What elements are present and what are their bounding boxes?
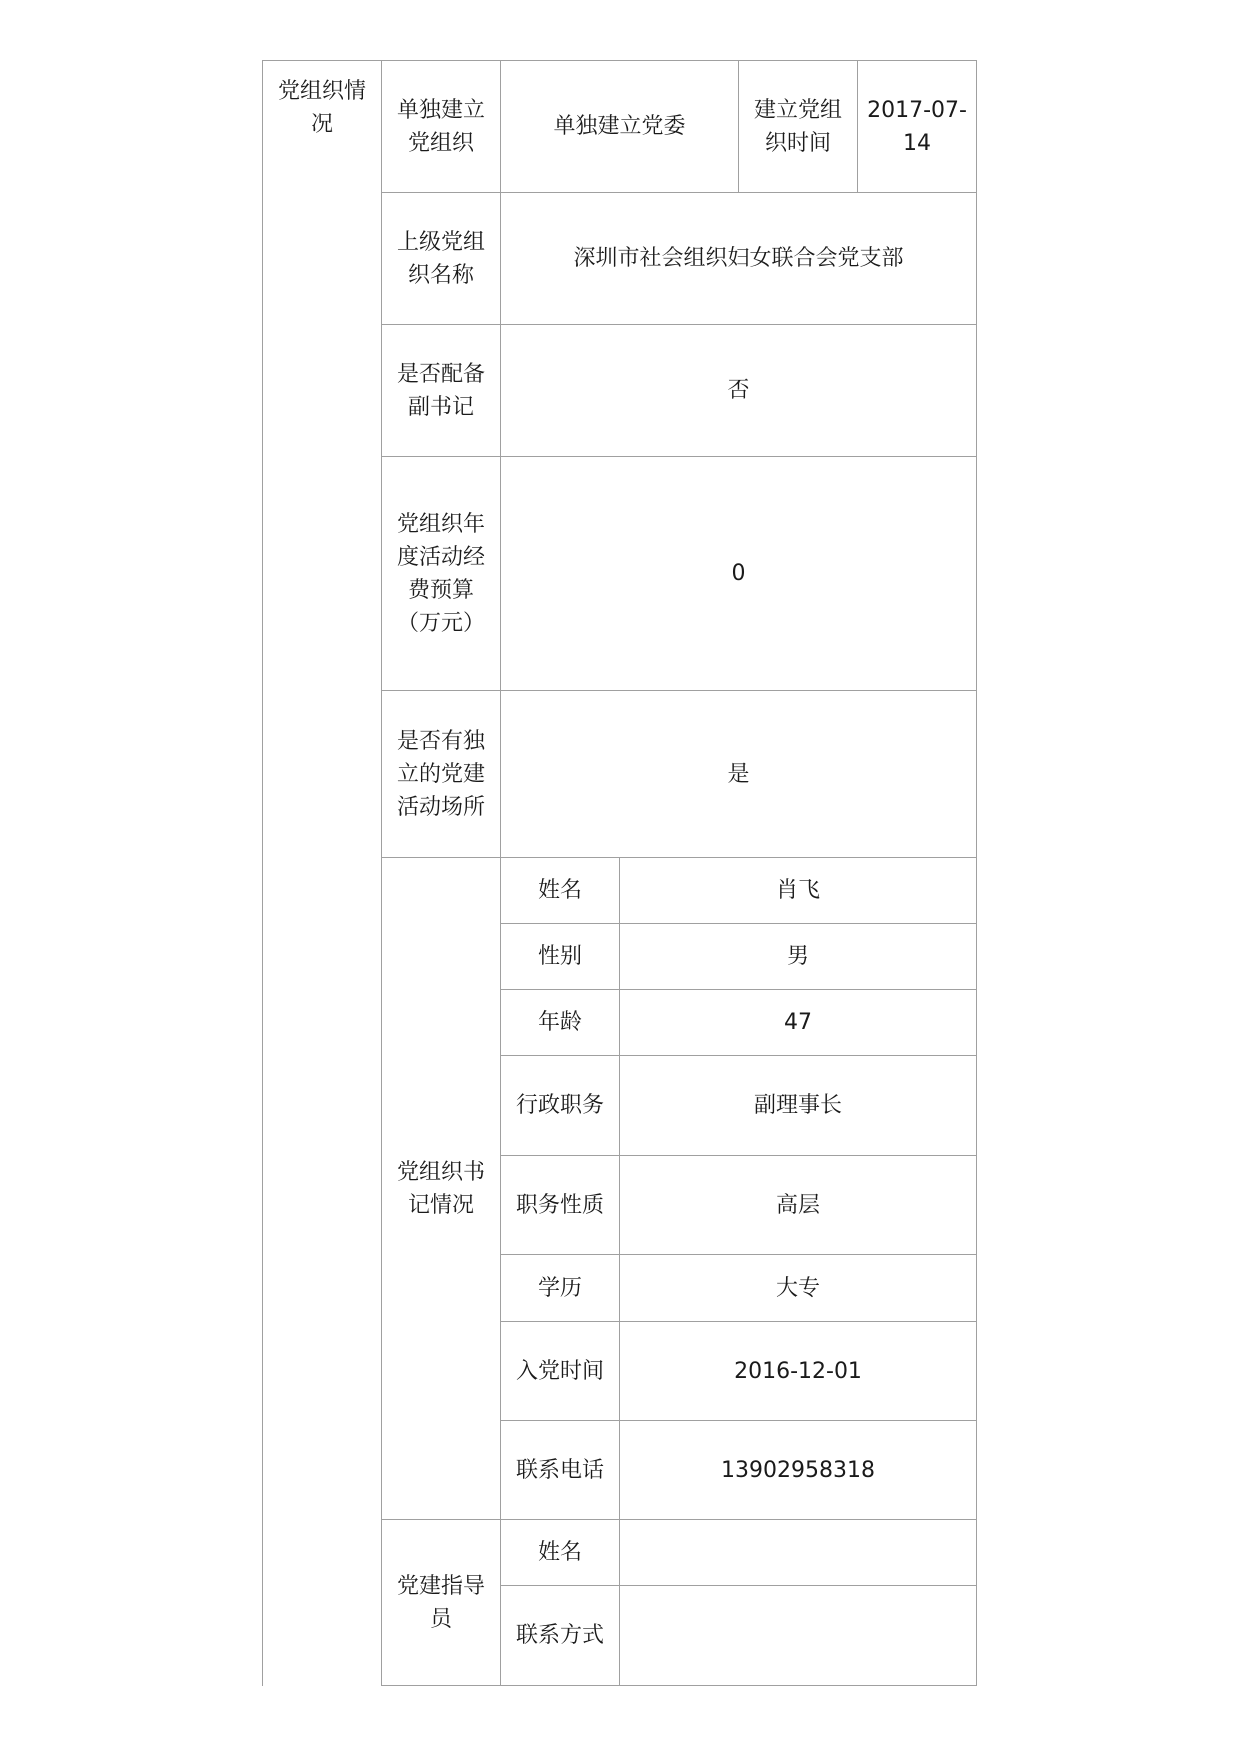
instructor-title: 党建指导员 — [396, 1573, 485, 1632]
secretary-value-cell — [620, 1322, 977, 1421]
secretary-value-cell — [620, 924, 977, 990]
instructor-label-cell — [501, 1586, 620, 1686]
single-org-label: 单独建立党组织 — [396, 97, 485, 156]
secretary-title: 党组织书记情况 — [396, 1159, 485, 1218]
secretary-label-cell — [501, 1421, 620, 1520]
established-label: 建立党组织时间 — [754, 97, 843, 156]
deputy-secretary-value-cell — [501, 325, 977, 457]
deputy-secretary-value: 否 — [727, 378, 750, 403]
section-title: 党组织情况 — [277, 79, 366, 137]
established-value-cell — [858, 61, 977, 193]
section-title-cell — [263, 61, 382, 1686]
deputy-secretary-label-cell — [382, 325, 501, 457]
instructor-value-cell — [620, 1586, 977, 1686]
single-org-label-cell — [382, 61, 501, 193]
secretary-label-cell — [501, 858, 620, 924]
secretary-join-date-label: 入党时间 — [515, 1358, 604, 1384]
secretary-title-cell — [382, 858, 501, 1520]
parent-org-label-cell — [382, 193, 501, 325]
secretary-label-cell — [501, 1322, 620, 1421]
secretary-age-value: 47 — [784, 1010, 812, 1035]
venue-value-cell — [501, 691, 977, 858]
established-label-cell — [739, 61, 858, 193]
single-org-value: 单独建立党委 — [553, 114, 686, 139]
established-value: 2017-07-14 — [867, 97, 967, 156]
secretary-value-cell — [620, 1255, 977, 1322]
venue-value: 是 — [727, 761, 750, 787]
instructor-value-cell — [620, 1520, 977, 1586]
budget-value-cell — [501, 457, 977, 691]
secretary-gender-label: 性别 — [537, 944, 582, 969]
deputy-secretary-label: 是否配备副书记 — [396, 361, 485, 420]
secretary-position-type-value: 高层 — [776, 1192, 821, 1218]
instructor-title-cell — [382, 1520, 501, 1686]
secretary-name-value: 肖飞 — [776, 878, 821, 903]
budget-label-cell — [382, 457, 501, 691]
secretary-position-type-label: 职务性质 — [515, 1192, 604, 1218]
secretary-join-date-value: 2016-12-01 — [734, 1358, 862, 1384]
party-org-form-table — [262, 60, 977, 1686]
secretary-position-label: 行政职务 — [515, 1093, 604, 1118]
secretary-label-cell — [501, 1056, 620, 1156]
instructor-label-cell — [501, 1520, 620, 1586]
secretary-position-value: 副理事长 — [754, 1093, 843, 1118]
secretary-label-cell — [501, 1156, 620, 1255]
parent-org-value: 深圳市社会组织妇女联合会党支部 — [573, 246, 904, 271]
secretary-label-cell — [501, 924, 620, 990]
secretary-education-value: 大专 — [776, 1275, 821, 1301]
venue-label-cell — [382, 691, 501, 858]
secretary-phone-value: 13902958318 — [721, 1457, 875, 1483]
budget-label: 党组织年度活动经费预算（万元） — [396, 511, 485, 636]
secretary-value-cell — [620, 1421, 977, 1520]
secretary-phone-label: 联系电话 — [515, 1457, 604, 1483]
secretary-value-cell — [620, 1156, 977, 1255]
secretary-label-cell — [501, 990, 620, 1056]
secretary-label-cell — [501, 1255, 620, 1322]
secretary-value-cell — [620, 858, 977, 924]
secretary-gender-value: 男 — [787, 944, 810, 969]
parent-org-label: 上级党组织名称 — [396, 229, 485, 288]
venue-label: 是否有独立的党建活动场所 — [396, 728, 485, 820]
secretary-name-label: 姓名 — [537, 878, 582, 903]
instructor-contact-label: 联系方式 — [515, 1623, 604, 1648]
secretary-value-cell — [620, 1056, 977, 1156]
secretary-age-label: 年龄 — [537, 1010, 582, 1035]
secretary-education-label: 学历 — [537, 1275, 582, 1301]
instructor-name-label: 姓名 — [537, 1540, 582, 1565]
secretary-value-cell — [620, 990, 977, 1056]
parent-org-value-cell — [501, 193, 977, 325]
budget-value: 0 — [731, 561, 746, 586]
single-org-value-cell — [501, 61, 739, 193]
